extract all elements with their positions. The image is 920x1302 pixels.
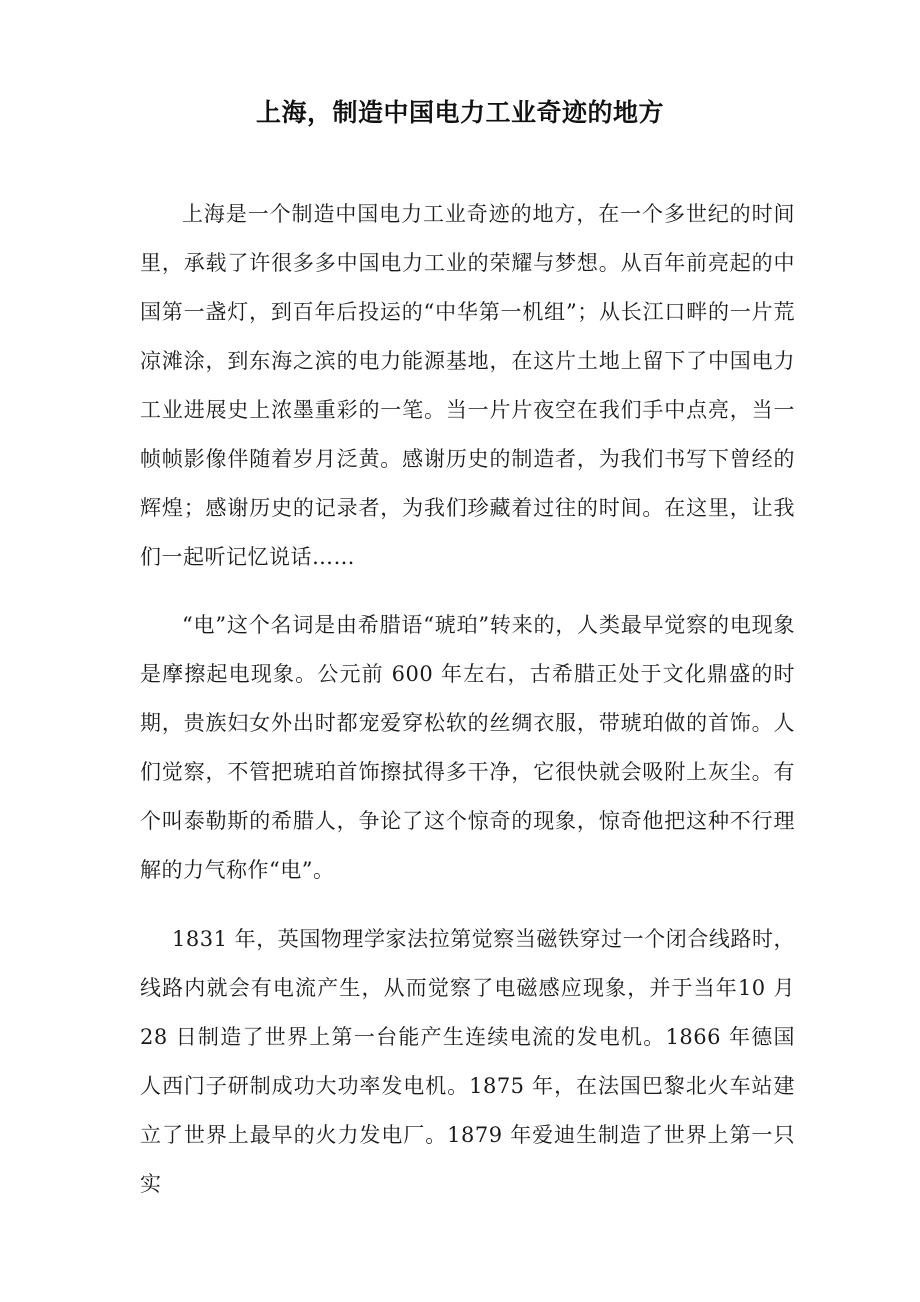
paragraph-intro: 上海是一个制造中国电力工业奇迹的地方，在一个多世纪的时间里，承载了许很多多中国电力工业的荣耀与梦想。从百年前亮起的中国第一盏灯，到百年后投运的“中华第一机组”；从长江口畔的一片荒凉滩涂，到东海之滨的电力能源基地，在这片土地上留下了中国电力工业进展史上浓墨重彩的一笔。当一片片夜空在我们手中点亮，当一帧帧影像伴随着岁月泛黄。感谢历史的制造者，为我们书写下曾经的辉煌；感谢历史的记录者，为我们珍藏着过往的时间。在这里，让我们一起听记忆说话……	[140, 202, 795, 569]
document-title: 上海，制造中国电力工业奇迹的地方	[255, 98, 664, 127]
paragraph-electricity-origin: “电”这个名词是由希腊语“琥珀”转来的，人类最早觉察的电现象是摩擦起电现象。公元前 600 年左右，古希腊正处于文化鼎盛的时期，贵族妇女外出时都宠爱穿松软的丝绸衣服，带琥珀做的首饰。人们觉察，不管把琥珀首饰擦拭得多干净，它很快就会吸附上灰尘。有个叫泰勒斯的希腊人，争论了这个惊奇的现象，惊奇他把这种不行理解的力气称作“电”。	[140, 613, 795, 882]
paragraph-faraday-history: 1831 年，英国物理学家法拉第觉察当磁铁穿过一个闭合线路时，线路内就会有电流产生，从而觉察了电磁感应现象，并于当年10 月28 日制造了世界上第一台能产生连续电流的发电机。1866 年德国人西门子研制成功大功率发电机。1875 年，在法国巴黎北火车站建立了世界上最早的火力发电厂。1879 年爱迪生制造了世界上第一只实	[140, 927, 795, 1196]
